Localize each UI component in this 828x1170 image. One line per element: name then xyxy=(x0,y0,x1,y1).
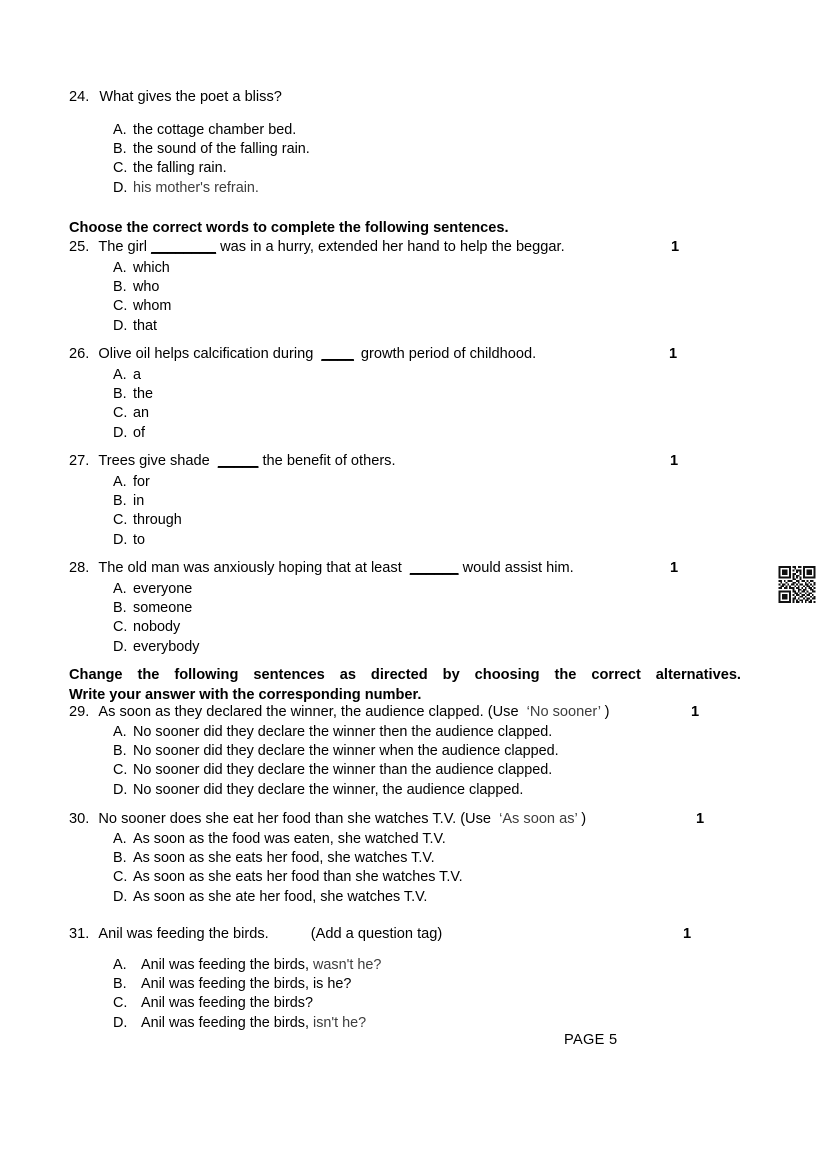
option-item[interactable] xyxy=(69,424,536,443)
option-letter: A. xyxy=(113,367,127,383)
option-text: As soon as she eats her food than she watches T.V. xyxy=(133,869,463,886)
option-item[interactable] xyxy=(69,580,574,599)
question-number-24: 24. xyxy=(69,89,90,105)
section-heading-choose-words: Choose the correct words to complete the following sentences. xyxy=(69,220,509,236)
option-text: in xyxy=(133,493,145,510)
question-text-28-before: The old man was anxiously hoping that at least xyxy=(98,560,402,576)
question-number-27: 27. xyxy=(69,453,90,469)
option-text: the xyxy=(133,386,154,403)
option-letter: C. xyxy=(113,762,128,779)
option-text: everyone xyxy=(133,581,193,597)
option-text: someone xyxy=(133,600,193,617)
option-item[interactable] xyxy=(69,761,609,780)
option-text: who xyxy=(133,279,160,296)
question-text-24: What gives the poet a bliss? xyxy=(99,89,282,105)
question-text-25-before: The girl xyxy=(98,239,148,255)
option-letter: A. xyxy=(113,260,127,276)
option-item[interactable] xyxy=(69,159,310,178)
option-letter: C. xyxy=(113,298,128,315)
marks-value-29: 1 xyxy=(691,704,700,720)
answer-blank[interactable]: ______ xyxy=(409,560,459,576)
question-prompt-31 xyxy=(69,925,442,944)
option-text: Anil was feeding the birds, is he? xyxy=(141,976,352,993)
option-letter: A. xyxy=(113,724,127,740)
option-item[interactable] xyxy=(69,531,396,550)
question-text-29: As soon as they declared the winner, the audience clapped. (Use xyxy=(98,704,519,720)
option-text: the cottage chamber bed. xyxy=(133,122,297,138)
option-letter: B. xyxy=(113,279,127,296)
option-letter: C. xyxy=(113,160,128,177)
option-item[interactable] xyxy=(69,849,586,868)
option-item[interactable] xyxy=(69,140,310,159)
question-block-27 xyxy=(69,452,396,550)
answer-blank[interactable]: _____ xyxy=(217,453,259,469)
marks-value-31: 1 xyxy=(683,926,692,942)
question-text-30: No sooner does she eat her food than she watches T.V. (Use xyxy=(98,811,492,827)
option-text: As soon as the food was eaten, she watched T.V. xyxy=(133,831,446,847)
question-text-31: Anil was feeding the birds. xyxy=(98,926,269,942)
question-number-26: 26. xyxy=(69,346,90,362)
option-letter: D. xyxy=(113,179,128,196)
question-directive-29: ‘No sooner’ xyxy=(526,704,601,720)
question-block-29 xyxy=(69,703,609,800)
option-letter: D. xyxy=(113,1014,128,1031)
marks-value-27: 1 xyxy=(670,453,679,469)
option-letter: B. xyxy=(113,141,127,158)
option-list-29 xyxy=(69,723,609,800)
option-letter: B. xyxy=(113,600,127,617)
option-item[interactable] xyxy=(69,366,536,385)
question-number-28: 28. xyxy=(69,560,90,576)
option-text: As soon as she eats her food, she watches T.V. xyxy=(133,850,435,867)
option-text: everybody xyxy=(133,638,200,655)
option-letter: D. xyxy=(113,781,128,798)
option-text: through xyxy=(133,512,182,529)
option-text: No sooner did they declare the winner, the audience clapped. xyxy=(133,781,524,798)
option-item[interactable] xyxy=(69,975,442,994)
question-block-31 xyxy=(69,925,442,1033)
option-letter: B. xyxy=(113,386,127,403)
question-prompt-25 xyxy=(69,238,565,257)
section-heading-line-1: Change the following sentences as directed by choosing the correct alternatives. xyxy=(69,667,741,683)
option-letter: A. xyxy=(113,474,127,490)
option-text: an xyxy=(133,405,150,422)
option-letter: B. xyxy=(113,976,127,993)
option-text: the sound of the falling rain. xyxy=(133,141,310,158)
option-item[interactable] xyxy=(69,278,565,297)
answer-blank[interactable]: ________ xyxy=(151,239,217,255)
question-directive-30: ‘As soon as’ xyxy=(499,811,578,827)
option-text: No sooner did they declare the winner then the audience clapped. xyxy=(133,724,553,740)
option-text: his mother's refrain. xyxy=(133,179,259,196)
option-letter: B. xyxy=(113,850,127,867)
page-number-footer: PAGE 5 xyxy=(564,1032,618,1048)
option-item[interactable] xyxy=(69,956,442,975)
option-item[interactable] xyxy=(69,259,565,278)
option-letter: D. xyxy=(113,317,128,334)
option-letter: C. xyxy=(113,869,128,886)
option-letter: C. xyxy=(113,619,128,636)
option-text: to xyxy=(133,531,146,548)
option-list-27 xyxy=(69,473,396,550)
answer-blank[interactable]: ____ xyxy=(321,346,354,362)
question-block-25 xyxy=(69,238,565,336)
option-letter: B. xyxy=(113,493,127,510)
option-text-tag: isn't he? xyxy=(309,1014,367,1031)
option-item[interactable] xyxy=(69,868,586,887)
question-text-27-before: Trees give shade xyxy=(98,453,210,469)
option-text: of xyxy=(133,424,146,441)
option-text: No sooner did they declare the winner than the audience clapped. xyxy=(133,762,553,779)
option-item[interactable] xyxy=(69,404,536,423)
option-letter: A. xyxy=(113,957,127,973)
question-number-25: 25. xyxy=(69,239,90,255)
option-item[interactable] xyxy=(69,511,396,530)
question-text-27-after: the benefit of others. xyxy=(262,453,396,469)
question-prompt-28 xyxy=(69,559,574,578)
question-text-29-tail: ) xyxy=(604,704,610,720)
question-text-30-tail: ) xyxy=(581,811,587,827)
question-number-29: 29. xyxy=(69,704,90,720)
option-item[interactable] xyxy=(69,638,574,657)
question-text-26-after: growth period of childhood. xyxy=(360,346,537,362)
option-list-28 xyxy=(69,580,574,657)
option-item[interactable] xyxy=(69,1014,442,1033)
qr-code xyxy=(776,566,818,603)
option-item[interactable] xyxy=(69,317,565,336)
option-letter: C. xyxy=(113,512,128,529)
option-item[interactable] xyxy=(69,179,310,198)
option-item[interactable] xyxy=(69,492,396,511)
question-block-26 xyxy=(69,345,536,443)
option-item[interactable] xyxy=(69,473,396,492)
question-number-31: 31. xyxy=(69,926,90,942)
option-letter: A. xyxy=(113,831,127,847)
option-text: As soon as she ate her food, she watches T.V. xyxy=(133,888,428,905)
question-block-30 xyxy=(69,810,586,907)
question-text-25-after: was in a hurry, extended her hand to help the beggar. xyxy=(220,239,565,255)
option-text-tag: wasn't he? xyxy=(309,957,382,973)
option-item[interactable] xyxy=(69,888,586,907)
question-prompt-27 xyxy=(69,452,396,471)
marks-value-26: 1 xyxy=(669,346,678,362)
option-letter: C. xyxy=(113,995,128,1012)
option-letter: A. xyxy=(113,581,127,597)
option-list-30 xyxy=(69,830,586,907)
option-item[interactable] xyxy=(69,830,586,849)
option-item[interactable] xyxy=(69,599,574,618)
option-text: the falling rain. xyxy=(133,160,227,177)
option-item[interactable] xyxy=(69,994,442,1013)
option-list-25 xyxy=(69,259,565,336)
question-block-24 xyxy=(69,88,310,198)
option-letter: D. xyxy=(113,888,128,905)
option-item[interactable] xyxy=(69,781,609,800)
option-text: a xyxy=(133,367,142,383)
option-letter: B. xyxy=(113,743,127,760)
qr-code-image xyxy=(776,566,818,603)
option-text: Anil was feeding the birds? xyxy=(141,995,313,1012)
option-list-24 xyxy=(69,121,310,198)
option-text: No sooner did they declare the winner when the audience clapped. xyxy=(133,743,559,760)
option-list-26 xyxy=(69,366,536,443)
marks-value-28: 1 xyxy=(670,560,679,576)
option-text: whom xyxy=(133,298,172,315)
question-prompt-29 xyxy=(69,703,609,722)
question-prompt-26 xyxy=(69,345,536,364)
marks-value-30: 1 xyxy=(696,811,705,827)
question-number-30: 30. xyxy=(69,811,90,827)
section-heading-line-2: Write your answer with the corresponding number. xyxy=(69,687,422,703)
option-item[interactable] xyxy=(69,297,565,316)
option-text: nobody xyxy=(133,619,181,636)
question-block-28 xyxy=(69,559,574,657)
option-item[interactable] xyxy=(69,723,609,742)
option-item[interactable] xyxy=(69,385,536,404)
option-letter: A. xyxy=(113,122,127,138)
marks-value-25: 1 xyxy=(671,239,680,255)
question-prompt-24 xyxy=(69,88,310,107)
option-letter: C. xyxy=(113,405,128,422)
option-text: for xyxy=(133,474,150,490)
option-list-31 xyxy=(69,956,442,1033)
option-letter: D. xyxy=(113,424,128,441)
question-text-26-before: Olive oil helps calcification during xyxy=(98,346,314,362)
option-item[interactable] xyxy=(69,742,609,761)
question-text-28-after: would assist him. xyxy=(462,560,574,576)
option-item[interactable] xyxy=(69,618,574,637)
option-letter: D. xyxy=(113,531,128,548)
option-text: Anil was feeding the birds, xyxy=(141,957,309,973)
option-text: which xyxy=(133,260,170,276)
option-item[interactable] xyxy=(69,121,310,140)
option-text: Anil was feeding the birds, xyxy=(141,1014,309,1031)
option-text: that xyxy=(133,317,158,334)
question-prompt-30 xyxy=(69,810,586,829)
option-letter: D. xyxy=(113,638,128,655)
section-heading-change-sentences xyxy=(69,665,741,705)
question-direction-31: (Add a question tag) xyxy=(310,926,443,942)
